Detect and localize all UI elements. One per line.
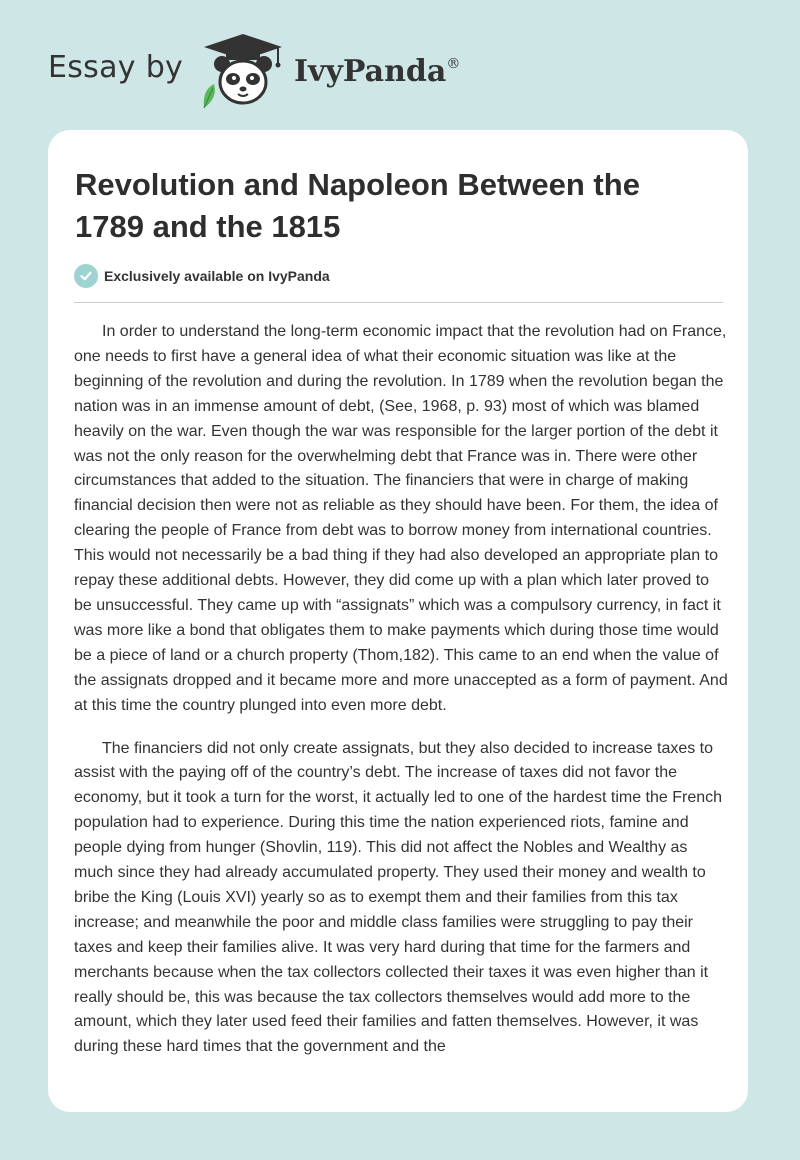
- divider: [74, 302, 723, 303]
- badge-label: Exclusively available on IvyPanda: [104, 268, 330, 284]
- paragraph: The financiers did not only create assignats, but they also decided to increase taxes to assist with the paying off of the country’s debt. The increase of taxes did not favor the economy, but it took a turn for the worst, it actually led to one of the hardest time the French population had to experience. During this time the nation experienced riots, famine and people dying from hunger (Shovlin, 119). This did not affect the Nobles and Wealthy as much since they had already accumulated property. They used their money and wealth to bribe the King (Louis XVI) yearly so as to exempt them and their families from this tax increase; and meanwhile the poor and middle class families were struggling to pay their taxes and keep their families alive. It was very hard during that time for the farmers and merchants because when the tax collectors collected their taxes it was even higher than it really should be, this was because the tax collectors themselves would add more to the amount, which they later used feed their families and fatten themselves. However, it was during these hard times that the government and the: [74, 739, 723, 1056]
- check-circle-icon: [74, 264, 98, 288]
- essay-title: Revolution and Napoleon Between the 1789 and the 1815: [75, 167, 640, 244]
- brand-name[interactable]: IvyPanda®: [294, 54, 461, 89]
- registered-mark: ®: [446, 56, 461, 72]
- essay-card: [48, 130, 748, 1112]
- site-header: [48, 30, 508, 110]
- paragraph: In order to understand the long-term economic impact that the revolution had on France, one needs to first have a general idea of what their economic situation was like at the beginning of the revolution and during the revolution. In 1789 when the revolution began the nation was in an immense amount of debt, (See, 1968, p. 93) most of which was blamed heavily on the war. Even though the war was responsible for the larger portion of the debt it was not the only reason for the overwhelming debt that France was in. There were other circumstances that added to the situation. The financiers that were in charge of making financial decision then were not as reliable as they should have been. For them, the idea of clearing the people of France from debt was to borrow money from international countries. This would not necessarily be a bad thing if they had also developed an appropriate plan to repay these additional debts. However, they did come up with a plan which later proved to be unsuccessful. They came up with “assignats” which was a compulsory currency, in fact it was more like a bond that obligates them to make payments which during those time would be a piece of land or a church property (Thom,182). This came to an end when the value of the assignats dropped and it became more and more unaccepted as a form of payment. And at this time the country plunged into even more debt.: [74, 323, 728, 714]
- exclusive-badge: [74, 263, 330, 289]
- essay-by-label: Essay by: [48, 50, 184, 85]
- essay-body: [74, 320, 728, 1078]
- panda-logo-icon[interactable]: [198, 30, 288, 110]
